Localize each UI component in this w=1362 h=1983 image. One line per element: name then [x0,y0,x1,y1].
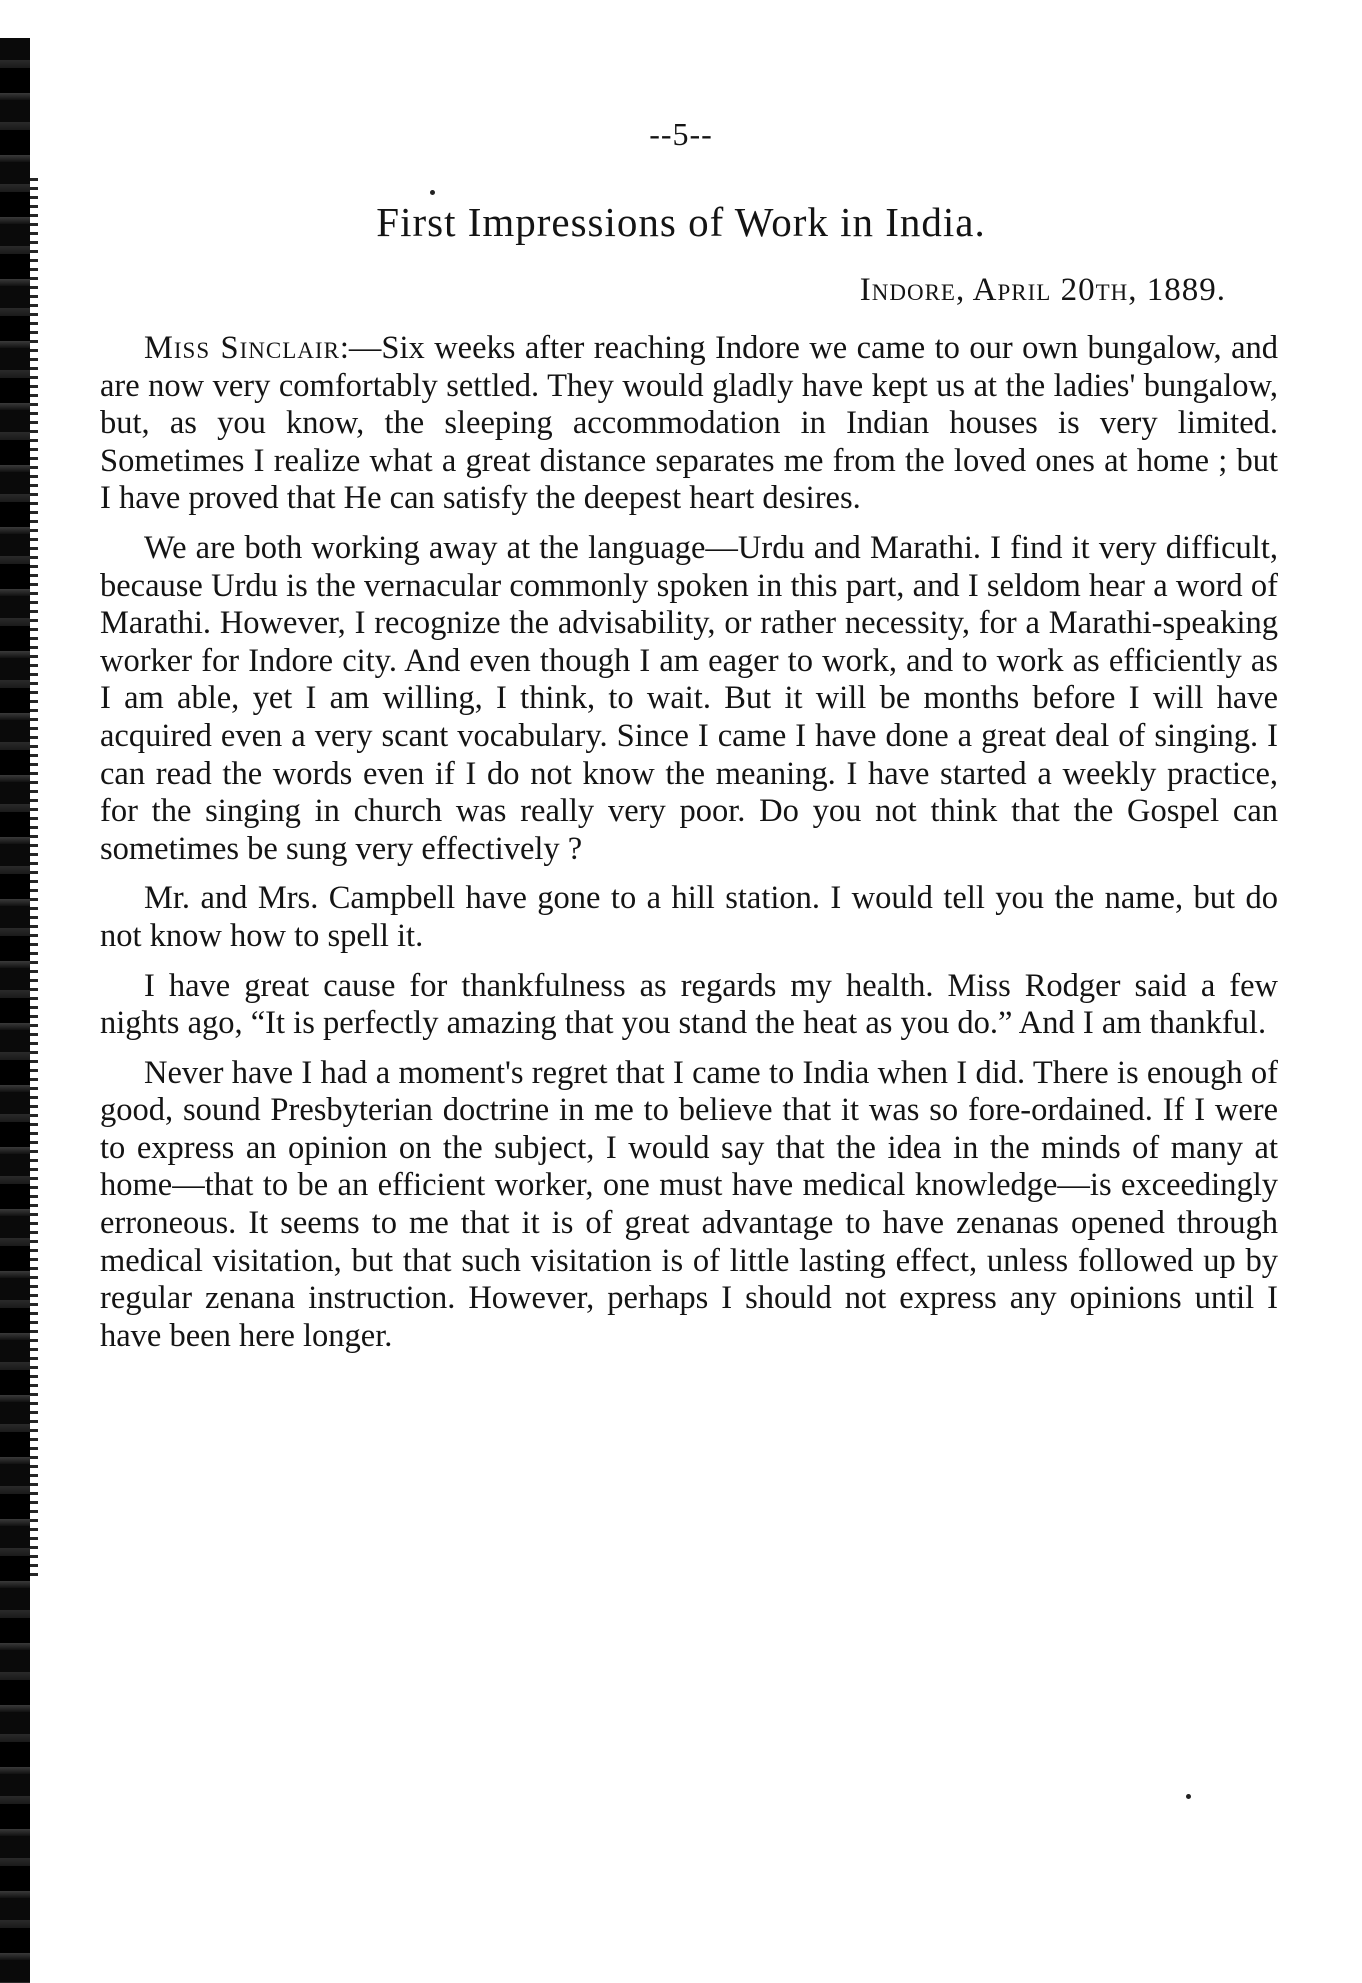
paragraph-2: We are both working away at the language—Urdu and Marathi. I find it very difficult, because Urdu is the vernacular commonly spoken in this part, and I seldom hear a word of Marathi. However, I recognize the advisability, or rather necessity, for a Marathi-speaking worker for Indore city. And even though I am eager to work, and to work as efficiently as I am able, yet I am willing, I think, to wait. But it will be months before I will have acquired even a very scant vocabulary. Since I came I have done a great deal of singing. I can read the words even if I do not know the meaning. I have started a weekly practice, for the singing in church was really very poor. Do you not think that the Gospel can sometimes be sung very effectively ? [100,529,1278,867]
paragraph-4: I have great cause for thankfulness as regards my health. Miss Rodger said a few nights ago, “It is perfectly amazing that you stand the heat as you do.” And I am thankful. [100,967,1278,1042]
page-number: --5-- [649,116,713,152]
paragraph-5: Never have I had a moment's regret that I came to India when I did. There is enough of good, sound Presbyterian doctrine in me to believe that it was so fore-ordained. If I were to express an opinion on the subject, I would say that the idea in the minds of many at home—that to be an efficient worker, one must have medical knowledge—is exceedingly erroneous. It seems to me that it is of great advantage to have zenanas opened through medical visitation, but that such visitation is of little lasting effect, unless followed up by regular zenana instruction. However, perhaps I should not express any opinions until I have been here longer. [100,1054,1278,1354]
article-title: First Impressions of Work in India. [376,199,986,245]
paragraph-1 [100,330,1278,518]
page-binding-edge [0,38,30,1983]
stray-ink-mark [1186,1794,1191,1799]
dateline: Indore, April 20th, 1889. [859,272,1226,308]
paragraph-1-text: :—Six weeks after reaching Indore we came to our own bungalow, and are now very comfortably settled. They would gladly have kept us at the ladies' bungalow, but, as you know, the sleeping accommodation in Indian houses is very limited. Sometimes I realize what a great distance separates me from the loved ones at home ; but I have proved that He can satisfy the deepest heart desires. [100,330,1278,517]
paragraph-3: Mr. and Mrs. Campbell have gone to a hill station. I would tell you the name, but do not know how to spell it. [100,880,1278,954]
article-body [100,330,1278,1367]
speaker-name: Miss Sinclair [144,330,340,366]
stray-ink-mark [430,190,435,195]
